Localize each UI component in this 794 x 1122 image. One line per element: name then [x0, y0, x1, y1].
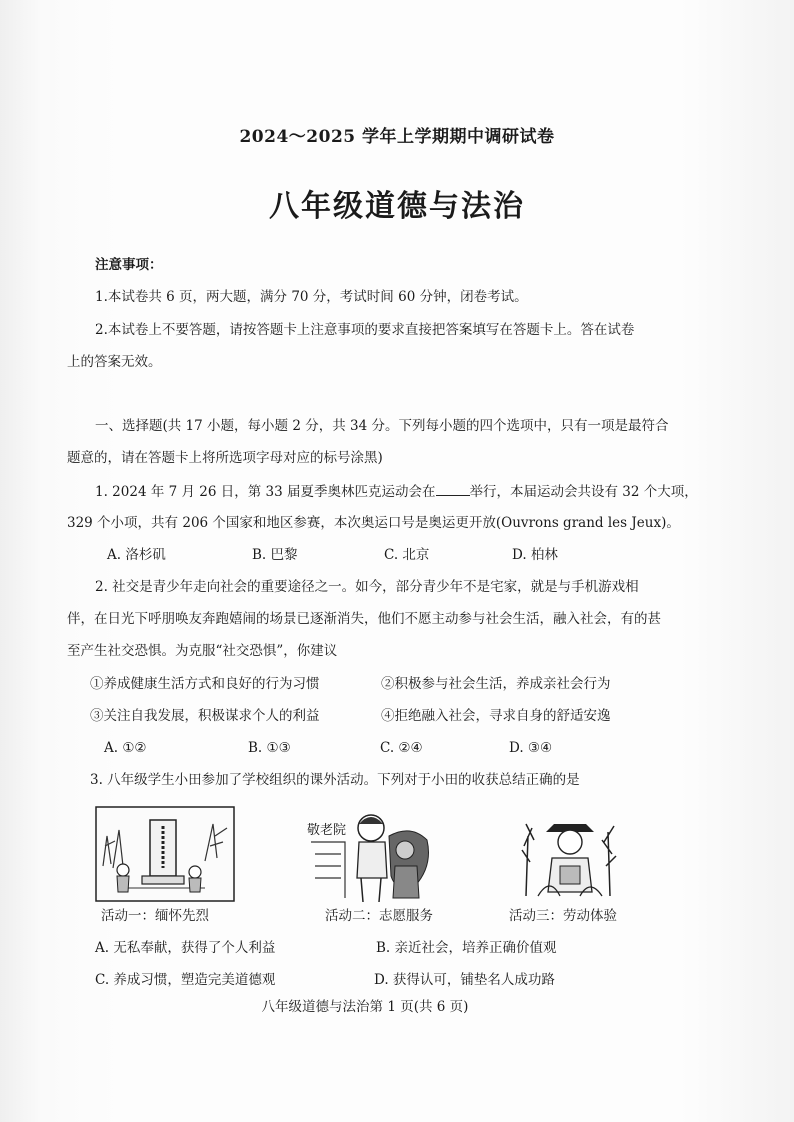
question-1-text-before-blank: 1. 2024 年 7 月 26 日，第 33 届夏季奥林匹克运动会在	[95, 484, 436, 500]
answer-blank	[436, 481, 470, 496]
section-1-instructions-line-1: 一、选择题(共 17 小题，每小题 2 分，共 34 分。下列每小题的四个选项中，只有一项是最符合	[95, 418, 669, 434]
question-1-option-d: D. 柏林	[512, 547, 558, 563]
question-1-option-a: A. 洛杉矶	[107, 547, 166, 563]
question-1-option-c: C. 北京	[384, 547, 430, 563]
question-2-statement-4: ④拒绝融入社会，寻求自身的舒适安逸	[381, 708, 611, 724]
question-2-statement-2: ②积极参与社会生活，养成亲社会行为	[381, 676, 611, 692]
question-2-option-d: D. ③④	[509, 740, 553, 756]
question-2-option-c: C. ②④	[380, 740, 423, 756]
question-2-option-a: A. ①②	[104, 740, 147, 756]
question-1-text-after-blank: 举行，本届运动会共设有 32 个大项，	[469, 484, 698, 500]
activity-1-caption: 活动一：缅怀先烈	[101, 908, 209, 924]
exam-title: 2024～2025 学年上学期期中调研试卷	[239, 127, 555, 147]
question-3-option-a: A. 无私奉献，获得了个人利益	[95, 940, 276, 956]
activity-2-caption: 活动二：志愿服务	[325, 908, 433, 924]
question-3-stem: 3. 八年级学生小田参加了学校组织的课外活动。下列对于小田的收获总结正确的是	[90, 772, 580, 788]
question-3-option-c: C. 养成习惯，塑造完美道德观	[95, 972, 276, 988]
martyrs-monument-illustration	[95, 806, 235, 902]
notice-item-2-line-2: 上的答案无效。	[67, 354, 162, 370]
question-1-line-1	[95, 481, 698, 502]
page-footer: 八年级道德与法治第 1 页(共 6 页)	[261, 999, 469, 1015]
question-3-option-d: D. 获得认可，铺垫名人成功路	[374, 972, 555, 988]
question-2-line-2: 伴，在日光下呼朋唤友奔跑嬉闹的场景已逐渐消失，他们不愿主动参与社会生活，融入社会，有的甚	[67, 611, 661, 627]
subject-title: 八年级道德与法治	[269, 189, 525, 224]
nursing-home-sign: 敬老院	[307, 823, 347, 838]
question-2-option-b: B. ①③	[248, 740, 291, 756]
question-2-line-3: 至产生社交恐惧。为克服“社交恐惧”，你建议	[67, 643, 338, 659]
question-1-option-b: B. 巴黎	[252, 547, 298, 563]
volunteer-service-illustration	[305, 806, 440, 906]
notice-item-2-line-1: 2.本试卷上不要答题，请按答题卡上注意事项的要求直接把答案填写在答题卡上。答在试卷	[95, 322, 635, 338]
question-3-option-b: B. 亲近社会，培养正确价值观	[376, 940, 557, 956]
notice-heading: 注意事项：	[95, 257, 163, 273]
question-1-line-2: 329 个小项，共有 206 个国家和地区参赛，本次奥运口号是奥运更开放(Ouvrons grand les Jeux)。	[67, 515, 680, 531]
activity-3-caption: 活动三：劳动体验	[509, 908, 617, 924]
section-1-instructions-line-2: 题意的，请在答题卡上将所选项字母对应的标号涂黑)	[67, 450, 383, 466]
notice-item-1: 1.本试卷共 6 页，两大题，满分 70 分，考试时间 60 分钟，闭卷考试。	[95, 289, 528, 305]
question-2-statement-1: ①养成健康生活方式和良好的行为习惯	[90, 676, 320, 692]
question-2-statement-3: ③关注自我发展，积极谋求个人的利益	[90, 708, 320, 724]
question-2-line-1: 2. 社交是青少年走向社会的重要途径之一。如今，部分青少年不是宅家，就是与手机游戏相	[95, 579, 639, 595]
labor-experience-illustration	[520, 806, 620, 902]
